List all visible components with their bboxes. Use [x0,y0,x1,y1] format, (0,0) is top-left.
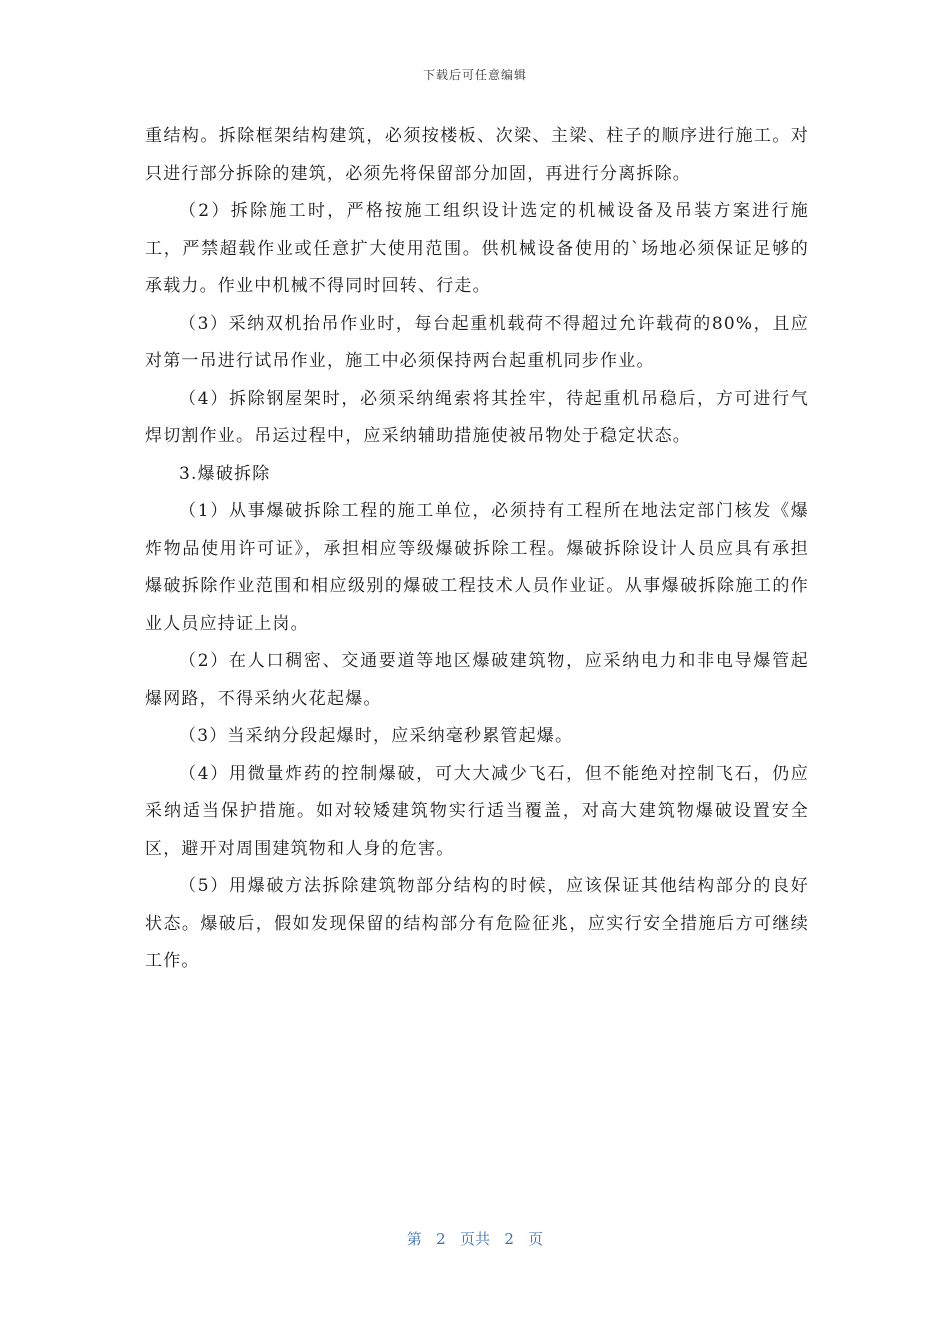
page-footer [0,1228,950,1249]
paragraph-10: （5）用爆破方法拆除建筑物部分结构的时候，应该保证其他结构部分的良好状态。爆破后，假如发现保留的结构部分有危险征兆，应实行安全措施后方可继续工作。 [145,876,809,971]
paragraph-7: （2）在人口稠密、交通要道等地区爆破建筑物，应采纳电力和非电导爆管起爆网路，不得采纳火花起爆。 [145,651,809,709]
paragraph-3: （3）采纳双机抬吊作业时，每台起重机载荷不得超过允许载荷的80%，且应对第一吊进行试吊作业，施工中必须保持两台起重机同步作业。 [145,313,809,371]
footer-total-pages: 2 [504,1230,514,1248]
page-header: 下载后可任意编辑 [422,68,527,82]
footer-suffix: 页 [528,1230,544,1248]
paragraph-8: （3）当采纳分段起爆时，应采纳毫秒累管起爆。 [179,726,574,746]
document-body [145,118,809,981]
section-heading-blasting: 3.爆破拆除 [179,463,271,484]
footer-middle: 页共 [459,1230,490,1248]
paragraph-9: （4）用微量炸药的控制爆破，可大大减少飞石，但不能绝对控制飞石，仍应采纳适当保护措施。如对较矮建筑物实行适当覆盖，对高大建筑物爆破设置安全区，避开对周围建筑物和人身的危害。 [145,763,809,859]
footer-prefix: 第 [406,1230,422,1248]
paragraph-2: （2）拆除施工时，严格按施工组织设计选定的机械设备及吊装方案进行施工，严禁超载作业或任意扩大使用范围。供机械设备使用的`场地必须保证足够的承载力。作业中机械不得同时回转、行走。 [145,201,809,296]
paragraph-6: （1）从事爆破拆除工程的施工单位，必须持有工程所在地法定部门核发《爆炸物品使用许可证》，承担相应等级爆破拆除工程。爆破拆除设计人员应具有承担爆破拆除作业范围和相应级别的爆破工程技术人员作业证。从事爆破拆除施工的作业人员应持证上岗。 [145,501,809,634]
footer-current-page: 2 [436,1230,446,1248]
paragraph-4: （4）拆除钢屋架时，必须采纳绳索将其拴牢，待起重机吊稳后，方可进行气焊切割作业。吊运过程中，应采纳辅助措施使被吊物处于稳定状态。 [145,388,809,446]
paragraph-1: 重结构。拆除框架结构建筑，必须按楼板、次梁、主梁、柱子的顺序进行施工。对只进行部分拆除的建筑，必须先将保留部分加固，再进行分离拆除。 [145,126,809,184]
